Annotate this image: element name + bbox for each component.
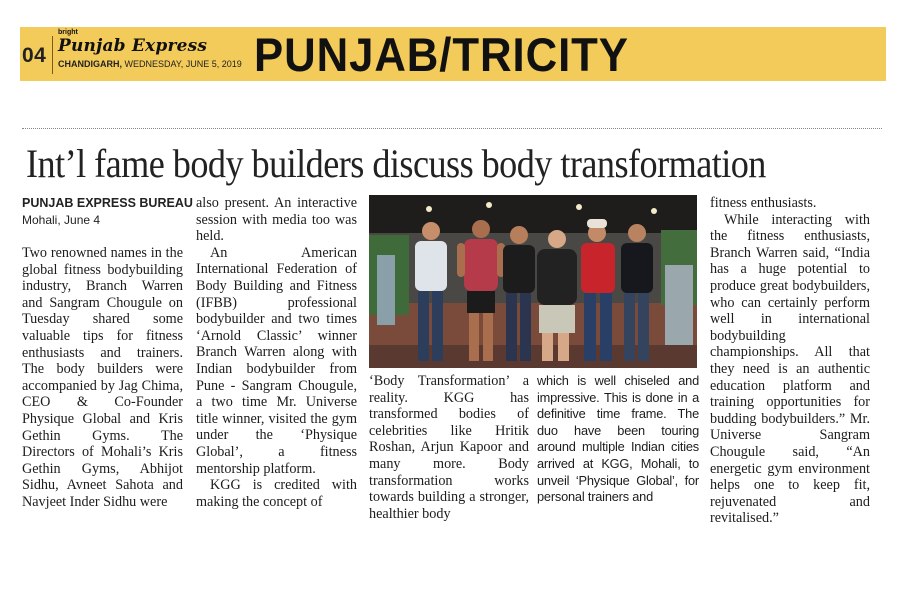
masthead-tagline: bright (58, 29, 78, 36)
article-column-1 (22, 245, 183, 511)
article-column-2 (196, 195, 357, 510)
page-number: 04 (22, 44, 47, 67)
paragraph: KGG is credited with making the concept of (196, 477, 357, 510)
dotted-rule (22, 128, 882, 129)
article-column-4 (537, 373, 699, 506)
article-dateline: Mohali, June 4 (22, 213, 101, 227)
article-photo (369, 195, 697, 368)
masthead-logo: Punjab Express (58, 36, 208, 56)
article-column-5 (710, 195, 870, 527)
article-headline: Int’l fame body builders discuss body transformation (26, 141, 766, 186)
section-title: PUNJAB/TRICITY (254, 28, 629, 81)
paragraph: which is well chiseled and impressive. This is done in a definitive time frame. The duo have been touring around multiple Indian cities arrived at KGG, Mohali, to unveil ‘Physique Global’, for personal trainers and (537, 373, 699, 505)
article-column-3 (369, 373, 529, 522)
paragraph: Two renowned names in the global fitness bodybuilding industry, Branch Warren and Sangram Chougule on Tuesday shared some valuable tips for fitness enthusiasts and trainers. The body builders were accompanied by Jag Chima, CEO & Co-Founder Physique Global and Kris Gethin Gyms. The Directors of Mohali’s Kris Gethin Gyms, Abhijot Sidhu, Avneet Sahota and Navjeet Inder Sidhu were (22, 245, 183, 510)
paragraph: also present. An interactive session with media too was held. (196, 195, 357, 245)
dateline-date: WEDNESDAY, JUNE 5, 2019 (124, 59, 242, 69)
paragraph: fitness enthusiasts. (710, 195, 817, 211)
paragraph: ‘Body Transformation’ a reality. KGG has transformed bodies of celebrities like Hritik Roshan, Arjun Kapoor and many more. Body transformation works towards building a stronger, healthier body (369, 373, 529, 522)
article-byline: PUNJAB EXPRESS BUREAU (22, 196, 193, 210)
paragraph: While interacting with the fitness enthusiasts, Branch Warren said, “India has a huge potential to produce great bodybuilders, who can certainly perform well in international bodybuilding championships. All that they need is an authentic education platform and training opportunities for budding bodybuilders.” Mr. Universe Sangram Chougule said, “An energetic gym environment helps one to keep fit, rejuvenated and revitalised.” (710, 211, 870, 527)
paragraph: An American International Federation of Body Building and Fitness (IFBB) professional bodybuilder and two times ‘Arnold Classic’ winner Branch Warren along with Indian bodybuilder from Pune - Sangram Chougule, a two time Mr. Universe title winner, visited the gym under the ‘Physique Global’, a fitness mentorship platform. (196, 244, 357, 477)
dateline-city: CHANDIGARH, (58, 59, 122, 69)
header-divider (52, 36, 53, 74)
dateline (58, 59, 242, 69)
